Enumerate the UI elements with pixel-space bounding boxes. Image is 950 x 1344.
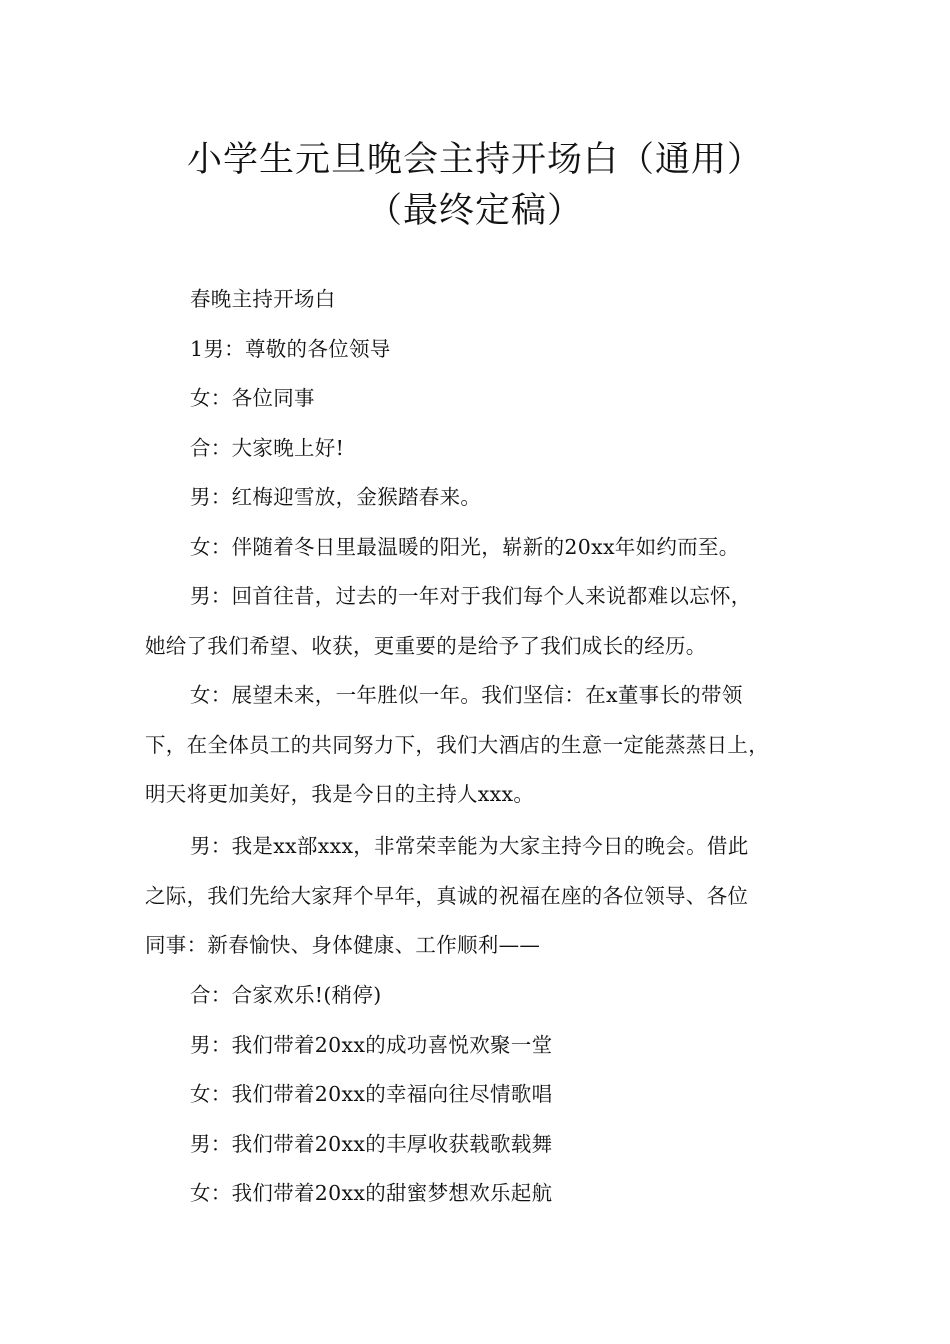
paragraph [145, 374, 835, 424]
paragraph [145, 1021, 835, 1071]
paragraph-line: 男：回首往昔，过去的一年对于我们每个人来说都难以忘怀， [190, 584, 752, 608]
paragraph-line: 男：我们带着20xx的成功喜悦欢聚一堂 [190, 1033, 553, 1057]
paragraph [145, 1070, 835, 1120]
paragraph [145, 671, 835, 820]
paragraph [145, 325, 835, 375]
paragraph-line: 男：红梅迎雪放，金猴踏春来。 [190, 485, 482, 509]
paragraph [145, 473, 835, 523]
paragraph [145, 971, 835, 1021]
paragraph-line: 女：展望未来，一年胜似一年。我们坚信：在x董事长的带领 [190, 683, 743, 707]
paragraph-line: 合：合家欢乐!(稍停) [190, 983, 382, 1007]
paragraph-line: 男：我是xx部xxx，非常荣幸能为大家主持今日的晚会。借此 [190, 834, 749, 858]
paragraph-line: 她给了我们希望、收获，更重要的是给予了我们成长的经历。 [145, 633, 707, 658]
paragraph-line: 女：我们带着20xx的甜蜜梦想欢乐起航 [190, 1181, 553, 1205]
paragraph-line: 同事：新春愉快、身体健康、工作顺利—— [145, 933, 541, 957]
paragraph [145, 1169, 835, 1219]
paragraph-line: 1男：尊敬的各位领导 [190, 337, 391, 361]
paragraph-line: 男：我们带着20xx的丰厚收获载歌载舞 [190, 1132, 553, 1156]
paragraph-line: 春晚主持开场白 [190, 287, 336, 311]
paragraph-line: 合：大家晚上好! [190, 436, 345, 460]
paragraph-line: 之际，我们先给大家拜个早年，真诚的祝福在座的各位领导、各位 [145, 883, 749, 908]
paragraph [145, 523, 835, 573]
paragraph-line: 女：伴随着冬日里最温暖的阳光，崭新的20xx年如约而至。 [190, 535, 740, 559]
paragraph [145, 572, 835, 671]
paragraph [145, 424, 835, 474]
paragraph [145, 822, 835, 971]
paragraph-line: 女：我们带着20xx的幸福向往尽情歌唱 [190, 1082, 553, 1106]
paragraph-line: 女：各位同事 [190, 386, 315, 410]
paragraph-line: 下，在全体员工的共同努力下，我们大酒店的生意一定能蒸蒸日上， [145, 732, 769, 757]
paragraph [145, 1120, 835, 1170]
paragraph [145, 275, 835, 325]
paragraph-line: 明天将更加美好，我是今日的主持人xxx。 [145, 782, 535, 806]
document-title-line1: 小学生元旦晚会主持开场白（通用） [186, 140, 763, 180]
document-title-line2: （最终定稿） [366, 191, 583, 231]
